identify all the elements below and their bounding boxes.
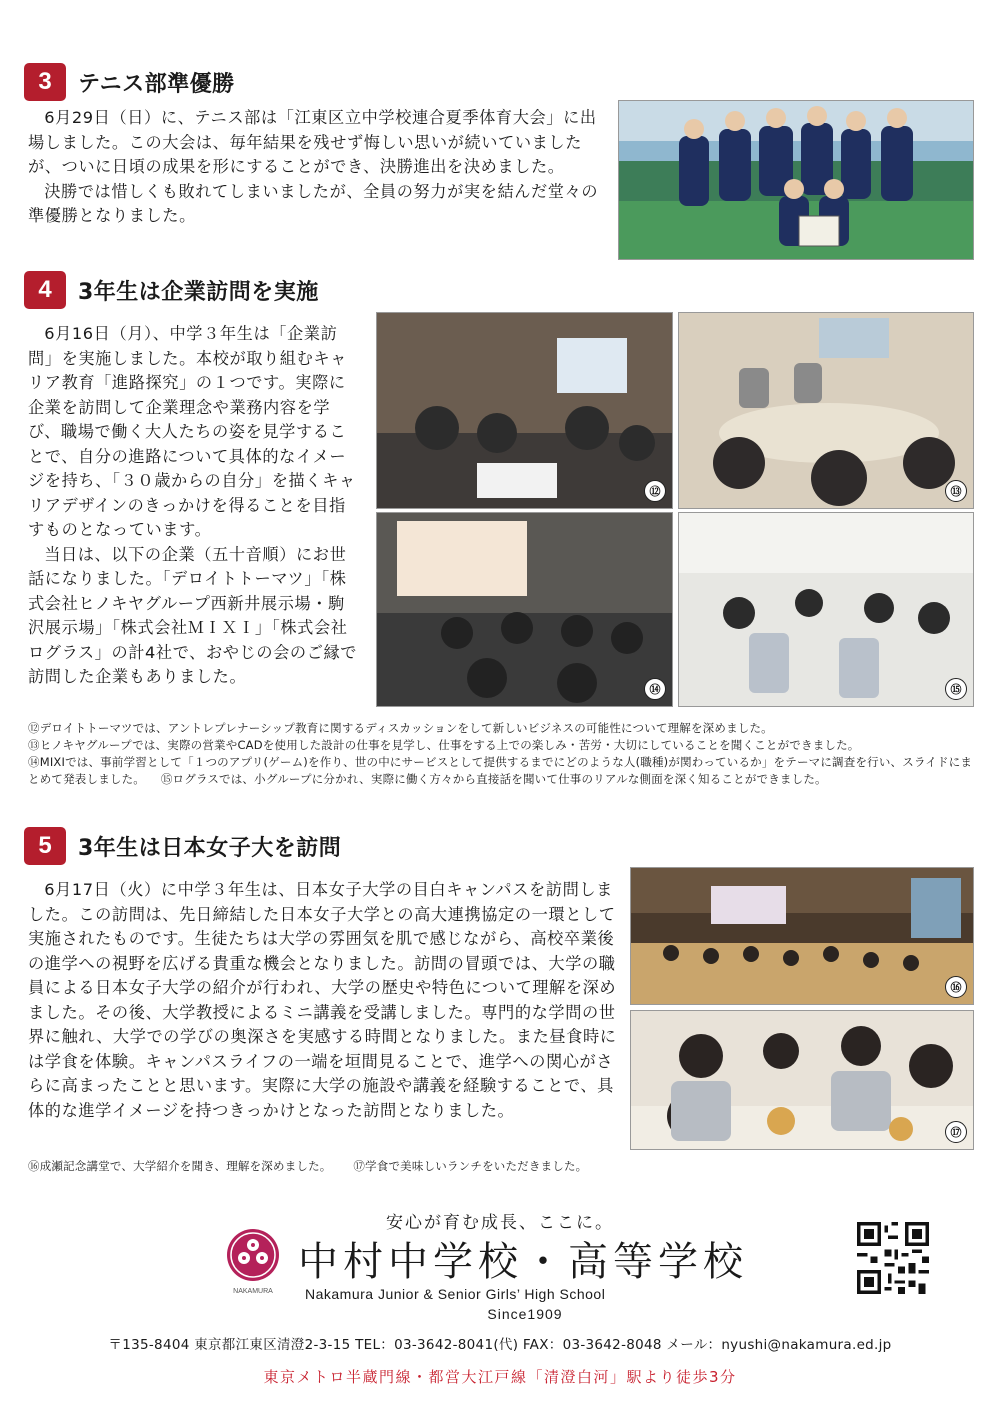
company-visit-photo-15 [678,512,974,707]
section-5-body [28,878,618,1123]
paragraph: 6月29日（日）に、テニス部は「江東区立中学校連合夏季体育大会」に出場しました。この大会は、毎年結果を残せず悔しい思いが続いていましたが、ついに日頃の成果を形にすることができ、決勝進出を決めました。 [28,108,597,176]
section-3-header [24,62,235,102]
section-number-badge: 3 [24,63,66,101]
paragraph: 決勝では惜しくも敗れてしまいましたが、全員の努力が実を結んだ堂々の準優勝となりました。 [28,181,599,225]
section-4-header [24,270,319,310]
photo-number: ⑮ [945,678,967,700]
photo-number: ⑬ [945,480,967,502]
photo-15-art [679,513,974,707]
school-address: 〒135-8404 東京都江東区清澄2-3-15 TEL：03-3642-8041(代) FAX：03-3642-8048 メール：nyushi@nakamura.ed.jp [108,1337,892,1353]
photo-caption [28,754,978,788]
emblem-text: NAKAMURA [233,1288,273,1295]
caption-text: ⑭MIXIでは、事前学習として「１つのアプリ(ゲーム)を作り、世の中にサービスとして提供するまでにどのような人(職種)が関わっているか」をテーマに調査を行い、スライドにまとめて発表しました。 [28,755,973,786]
photo-caption: ⑯成瀬記念講堂で、大学紹介を聞き、理解を深めました。 [28,1159,332,1173]
section-number-badge: 4 [24,271,66,309]
qr-code-art [857,1222,929,1294]
photo-number: ⑯ [945,976,967,998]
section-title: 3年生は企業訪問を実施 [78,279,319,305]
paragraph: 6月17日（火）に中学３年生は、日本女子大学の目白キャンパスを訪問しました。この訪問は、先日締結した日本女子大学との高大連携協定の一環として実施されたものです。生徒たちは大学の雰囲気を肌で感じながら、高校卒業後の進学への視野を広げる貴重な機会となりました。訪問の冒頭では、大学の職員による日本女子大学の紹介が行われ、大学の歴史や特色について理解を深めました。その後、大学教授によるミニ講義を受講しました。専門的な学問の世界に触れ、大学での学びの奥深さを実感する時間となりました。また昼食時には学食を体験。キャンパスライフの一端を垣間見ることで、進学への関心がさらに高まったことと思います。実際に大学の施設や講義を経験することで、具体的な進学イメージを持つきっかけとなった訪問となりました。 [28,880,617,1120]
paragraph: 当日は、以下の企業（五十音順）にお世話になりました。「デロイトトーマツ」「株式会社ヒノキヤグループ西新井展示場・駒沢展示場」「株式会社ＭＩＸＩ」「株式会社ログラス」の計4社で、おやじの会のご縁で訪問した企業もありました。 [28,544,358,686]
school-emblem-logo [222,1225,284,1299]
section-title: 3年生は日本女子大を訪問 [78,835,342,861]
school-slogan: 安心が育む成長、ここに。 [386,1213,614,1233]
caption-text: ⑮ログラスでは、小グループに分かれ、実際に働く方々から直接話を聞いて仕事のリアルな側面を深く知ることができました。 [160,772,827,786]
section-5-captions [28,1158,978,1175]
photo-12-art [377,313,673,509]
emblem-icon [222,1225,284,1299]
photo-caption: ⑫デロイトトーマツでは、アントレプレナーシップ教育に関するディスカッションをして新しいビジネスの可能性について理解を深めました。 [28,721,773,735]
access-info: 東京メトロ半蔵門線・都営大江戸線「清澄白河」駅より徒歩3分 [263,1368,737,1386]
photo-number: ⑭ [644,678,666,700]
photo-caption: ⑰学食で美味しいランチをいただきました。 [353,1159,588,1173]
paragraph: 6月16日（月）、中学３年生は「企業訪問」を実施しました。本校が取り組むキャリア教育「進路探究」の１つです。実際に企業を訪問して企業理念や業務内容を学び、職場で働く大人たちの姿を見学することで、自分の進路について具体的なイメージを持ち、「３０歳からの自分」を描くキャリアデザインのきっかけを得ることを目指すものとなっています。 [28,324,356,539]
photo-17-art [631,1011,974,1150]
school-since: Since1909 [487,1306,563,1322]
section-4-captions [28,720,978,788]
section-4-body [28,322,358,690]
section-title: テニス部準優勝 [78,71,235,97]
tennis-team-photo-art [619,101,974,260]
company-visit-photo-12 [376,312,673,509]
photo-number: ⑫ [644,480,666,502]
section-3-body [28,106,606,229]
qr-code-icon[interactable] [857,1222,929,1294]
university-hall-photo-16 [630,867,974,1005]
school-name-english: Nakamura Junior & Senior Girls’ High School [305,1286,606,1302]
section-number-badge: 5 [24,827,66,865]
photo-13-art [679,313,974,509]
school-name: 中村中学校・高等学校 [298,1239,748,1285]
tennis-team-photo [618,100,974,260]
university-lunch-photo-17 [630,1010,974,1150]
photo-14-art [377,513,673,707]
photo-caption: ⑬ヒノキヤグループでは、実際の営業やCADを使用した設計の仕事を見学し、仕事をする上での楽しみ・苦労・大切にしていることを聞くことができました。 [28,738,860,752]
company-visit-photo-14 [376,512,673,707]
photo-16-art [631,868,974,1005]
company-visit-photo-13 [678,312,974,509]
section-5-header [24,826,341,866]
photo-number: ⑰ [945,1121,967,1143]
